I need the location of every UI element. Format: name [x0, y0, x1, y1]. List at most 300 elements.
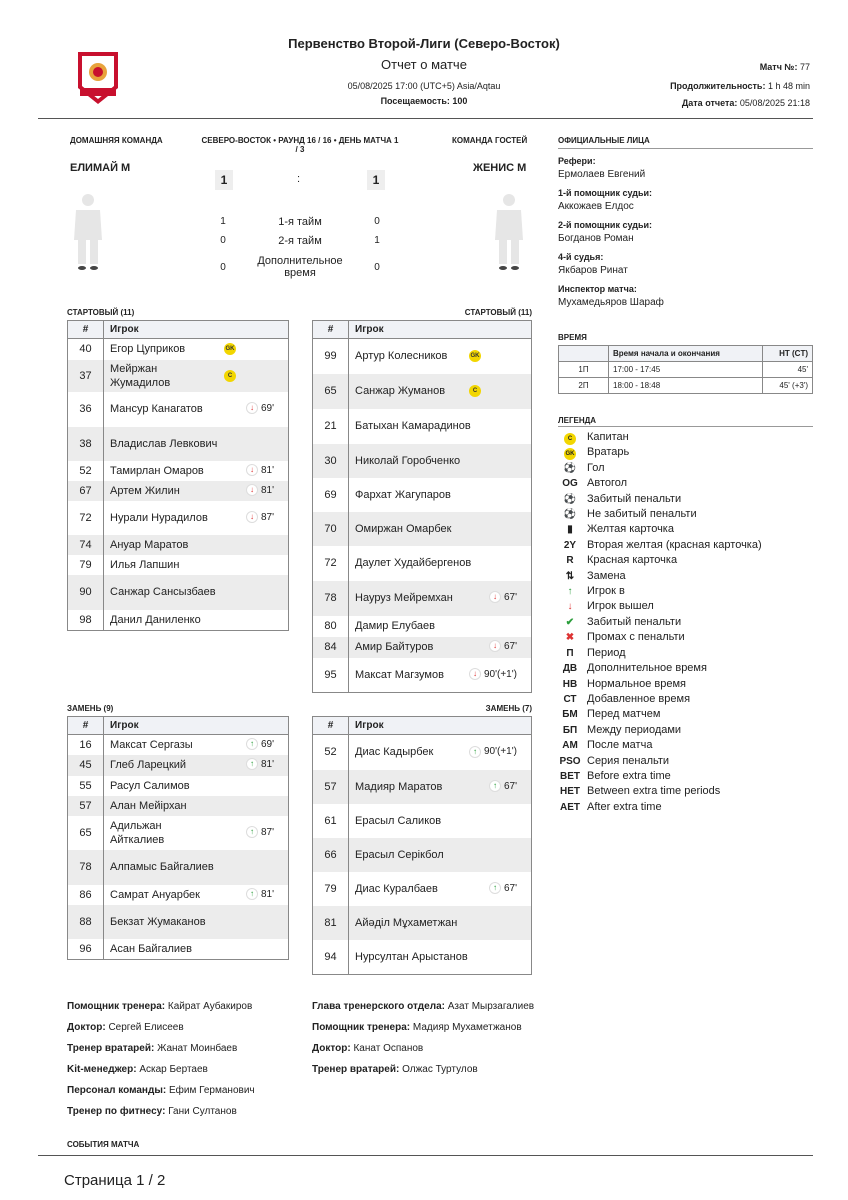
player-number: 40: [68, 339, 104, 360]
official-entry: [558, 220, 813, 244]
player-name: Максат Сергазы: [110, 738, 193, 751]
legend-item: [558, 430, 813, 445]
legend-icon: БМ: [562, 709, 578, 721]
player-name: Владислав Левкович: [110, 437, 218, 450]
staff-entry: [67, 1106, 307, 1117]
player-name: Адильжан Айткалиев: [110, 819, 165, 846]
player-number: 38: [68, 427, 104, 461]
col-number-header: #: [68, 717, 104, 735]
time-table: [558, 345, 813, 394]
player-number: 61: [313, 804, 349, 838]
legend-label: Дополнительное время: [587, 662, 707, 675]
player-cell: [349, 546, 532, 581]
period-row: [200, 231, 400, 250]
player-row: [313, 546, 532, 581]
match-duration: Продолжительность: 1 h 48 min: [670, 81, 810, 91]
legend-item: [558, 630, 813, 645]
staff-name: Мадияр Мухаметжанов: [412, 1022, 522, 1033]
event-minute: 67': [503, 780, 517, 792]
player-number: 55: [68, 776, 104, 796]
time-title: ВРЕМЯ: [558, 333, 587, 342]
player-number: 65: [313, 374, 349, 409]
player-name: Батыхан Камарадинов: [355, 420, 471, 432]
player-row: [68, 776, 289, 796]
player-cell: [104, 755, 289, 776]
legend-list: [558, 430, 813, 815]
col-player-header: Игрок: [349, 321, 532, 339]
time-header: Время начала и окончания: [609, 346, 763, 362]
time-cell: 1П: [559, 362, 609, 378]
player-row: [68, 816, 289, 850]
legend-icon: BET: [560, 770, 580, 782]
sub-in-event: [246, 826, 274, 840]
legend-label: Вратарь: [587, 446, 630, 459]
player-number: 45: [68, 755, 104, 776]
player-number: 81: [313, 906, 349, 940]
legend-icon: HET: [560, 786, 580, 798]
official-entry: [558, 188, 813, 212]
legend-icon: 2Y: [563, 539, 577, 551]
staff-role: Доктор:: [312, 1043, 351, 1054]
player-row: [68, 535, 289, 555]
match-datetime: 05/08/2025 17:00 (UTC+5) Asia/Aqtau: [347, 81, 501, 91]
official-name: Мухамедьяров Шараф: [558, 297, 664, 308]
arrow-down-icon: ↓: [489, 591, 501, 603]
col-player-header: Игрок: [104, 717, 289, 735]
staff-name: Гани Султанов: [168, 1106, 237, 1117]
away-start-table: [312, 320, 532, 693]
arrow-down-icon: ↓: [246, 402, 258, 414]
player-number: 88: [68, 905, 104, 939]
player-number: 95: [313, 658, 349, 693]
period-home: 0: [220, 235, 226, 246]
player-cell: [104, 360, 289, 392]
legend-icon: PSO: [559, 755, 581, 767]
arrow-up-icon: ↑: [489, 882, 501, 894]
player-row: [313, 906, 532, 940]
legend-label: Желтая карточка: [587, 523, 674, 536]
player-name: Диас Кадырбек: [355, 746, 434, 759]
player-number: 84: [313, 637, 349, 658]
player-row: [68, 501, 289, 535]
player-row: [313, 637, 532, 658]
staff-name: Канат Оспанов: [353, 1043, 424, 1054]
player-row: [68, 850, 289, 885]
arrow-down-icon: ↓: [246, 511, 258, 523]
time-cell: 2П: [559, 378, 609, 394]
away-team-label: КОМАНДА ГОСТЕЙ: [452, 136, 528, 145]
player-number: 57: [313, 770, 349, 804]
legend-item: [558, 677, 813, 692]
legend-icon: ✔: [565, 616, 575, 628]
away-score: 1: [367, 170, 385, 190]
player-cell: [104, 610, 289, 631]
staff-entry: [312, 1022, 572, 1033]
player-name: Данил Даниленко: [110, 613, 201, 626]
event-minute: 67': [503, 641, 517, 652]
away-subs-table: [312, 716, 532, 975]
staff-entry: [67, 1064, 307, 1075]
time-header: [559, 346, 609, 362]
legend-label: Добавленное время: [587, 692, 691, 705]
player-cell: [349, 444, 532, 478]
official-entry: [558, 156, 813, 180]
player-number: 78: [313, 581, 349, 616]
player-cell: [349, 478, 532, 512]
sub-out-event: [246, 511, 274, 525]
player-cell: [104, 392, 289, 427]
staff-role: Тренер по фитнесу:: [67, 1106, 166, 1117]
time-header: HT (CT): [762, 346, 812, 362]
sub-out-event: [246, 484, 274, 498]
period-home: 0: [220, 261, 226, 273]
player-number: 21: [313, 409, 349, 444]
legend-label: Между периодами: [587, 723, 682, 736]
home-kit-icon: [70, 192, 106, 279]
report-title: Первенство Второй-Лиги (Северо-Восток): [288, 36, 560, 51]
player-number: 36: [68, 392, 104, 427]
player-cell: [104, 816, 289, 850]
sub-in-event: [246, 738, 274, 752]
sub-out-event: [246, 402, 274, 416]
player-name: Диас Куралбаев: [355, 882, 438, 895]
player-cell: [349, 770, 532, 804]
player-row: [68, 461, 289, 481]
player-number: 67: [68, 481, 104, 501]
player-cell: [349, 735, 532, 770]
player-row: [313, 770, 532, 804]
time-cell: 18:00 - 18:48: [609, 378, 763, 394]
staff-role: Тренер вратарей:: [312, 1064, 400, 1075]
player-name: Алпамыс Байгалиев: [110, 861, 214, 873]
event-minute: 81': [260, 484, 274, 496]
player-cell: [349, 906, 532, 940]
player-row: [313, 512, 532, 546]
player-number: 70: [313, 512, 349, 546]
player-row: [313, 478, 532, 512]
legend-label: Нормальное время: [587, 677, 686, 690]
player-row: [313, 658, 532, 693]
period-label: Дополнительное время: [257, 255, 343, 279]
captain-badge: C: [224, 370, 236, 382]
officials-title: ОФИЦИАЛЬНЫЕ ЛИЦА: [558, 136, 650, 145]
staff-role: Kit-менеджер:: [67, 1064, 137, 1075]
legend-icon: ↑: [567, 586, 573, 598]
staff-name: Жанат Моинбаев: [157, 1043, 238, 1054]
player-number: 94: [313, 940, 349, 975]
legend-icon: C: [564, 433, 576, 445]
player-row: [68, 555, 289, 575]
player-number: 99: [313, 339, 349, 374]
legend-icon: ↓: [567, 601, 573, 613]
arrow-down-icon: ↓: [489, 640, 501, 652]
sub-in-event: [246, 758, 274, 772]
col-number-header: #: [313, 717, 349, 735]
sub-out-event: [489, 640, 517, 654]
player-number: 69: [313, 478, 349, 512]
player-name: Самрат Ануарбек: [110, 888, 200, 901]
legend-label: Забитый пенальти: [587, 492, 682, 505]
legend-label: Забитый пенальти: [587, 615, 682, 628]
sub-out-event: [246, 464, 274, 478]
player-name: Нурали Нурадилов: [110, 511, 208, 524]
player-name: Амир Байтуров: [355, 641, 434, 653]
player-number: 79: [313, 872, 349, 906]
player-name: Ануар Маратов: [110, 538, 189, 551]
player-name: Науруз Мейремхан: [355, 592, 453, 604]
staff-role: Помощник тренера:: [67, 1001, 166, 1012]
player-name: Расул Салимов: [110, 779, 190, 792]
player-number: 65: [68, 816, 104, 850]
legend-item: [558, 661, 813, 676]
legend-item: [558, 569, 813, 584]
player-cell: [349, 637, 532, 658]
sub-in-event: [246, 888, 274, 902]
player-cell: [104, 885, 289, 905]
time-row: [559, 362, 813, 378]
player-cell: [104, 850, 289, 885]
home-subs-table: [67, 716, 289, 960]
player-row: [313, 616, 532, 637]
legend-item: [558, 476, 813, 491]
player-cell: [104, 796, 289, 816]
staff-name: Сергей Елисеев: [108, 1022, 184, 1033]
away-start-title: СТАРТОВЫЙ (11): [464, 308, 532, 317]
player-name: Глеб Ларецкий: [110, 759, 187, 771]
official-role: 1-й помощник судьи:: [558, 188, 653, 198]
player-name: Илья Лапшин: [110, 558, 180, 571]
staff-entry: [67, 1022, 307, 1033]
event-minute: 67': [503, 592, 517, 603]
home-subs-title: ЗАМЕНЬ (9): [67, 704, 114, 713]
legend-icon: АМ: [562, 740, 578, 752]
legend-item: [558, 538, 813, 553]
staff-role: Глава тренерского отдела:: [312, 1001, 445, 1012]
away-staff: [312, 1001, 572, 1085]
legend-item: [558, 507, 813, 522]
legend-label: Before extra time: [587, 769, 671, 782]
player-row: [313, 872, 532, 906]
player-cell: [104, 555, 289, 575]
player-name: Бекзат Жумаканов: [110, 915, 206, 928]
legend-label: После матча: [587, 739, 653, 752]
legend-label: Период: [587, 646, 626, 659]
player-number: 72: [313, 546, 349, 581]
player-name: Артем Жилин: [110, 484, 180, 497]
player-cell: [104, 735, 289, 755]
official-role: 4-й судья:: [558, 252, 604, 262]
legend-label: Игрок вышел: [587, 600, 654, 613]
legend-item: [558, 784, 813, 799]
event-minute: 90'(+1'): [483, 746, 517, 758]
sub-out-event: [489, 591, 517, 605]
away-kit-icon: [491, 192, 527, 279]
player-row: [68, 939, 289, 960]
period-away: 1: [374, 235, 380, 246]
official-entry: [558, 284, 813, 308]
league-logo: [74, 50, 122, 106]
player-cell: [349, 581, 532, 616]
player-number: 37: [68, 360, 104, 392]
legend-icon: ⚽: [563, 462, 577, 474]
player-number: 98: [68, 610, 104, 631]
player-cell: [104, 905, 289, 939]
legend-item: [558, 445, 813, 460]
round-info: СЕВЕРО-ВОСТОК • РАУНД 16 / 16 • ДЕНЬ МАТЧА 1 / 3: [201, 136, 399, 154]
player-row: [68, 905, 289, 939]
player-name: Егор Цуприков: [110, 343, 186, 356]
goalkeeper-badge: GK: [224, 343, 236, 355]
home-staff: [67, 1001, 307, 1127]
sub-out-event: [469, 668, 517, 682]
period-row: [200, 250, 400, 284]
player-cell: [349, 409, 532, 444]
player-number: 80: [313, 616, 349, 637]
legend-icon: ⚽: [563, 509, 577, 521]
player-name: Артур Колесников: [355, 350, 448, 363]
player-name: Айәділ Мұхаметжан: [355, 916, 458, 929]
player-cell: [104, 427, 289, 461]
player-cell: [104, 939, 289, 960]
staff-name: Кайрат Аубакиров: [167, 1001, 253, 1012]
player-row: [68, 885, 289, 905]
player-row: [313, 339, 532, 374]
sub-in-event: [489, 780, 517, 794]
player-name: Фархат Жагупаров: [355, 488, 451, 501]
legend-icon: ⚽: [563, 493, 577, 505]
official-name: Богданов Роман: [558, 233, 634, 244]
player-row: [68, 392, 289, 427]
player-name: Ерасыл Саликов: [355, 814, 442, 827]
player-number: 96: [68, 939, 104, 960]
legend-icon: ДВ: [562, 663, 578, 675]
event-minute: 90'(+1'): [483, 668, 517, 680]
player-cell: [349, 339, 532, 374]
legend-label: Капитан: [587, 431, 629, 443]
player-cell: [349, 658, 532, 693]
legend-label: Between extra time periods: [587, 785, 721, 798]
player-name: Максат Магзумов: [355, 668, 444, 681]
col-player-header: Игрок: [104, 321, 289, 339]
legend-icon: НВ: [562, 678, 578, 690]
event-minute: 69': [260, 403, 274, 414]
player-cell: [104, 535, 289, 555]
player-row: [68, 755, 289, 776]
player-number: 30: [313, 444, 349, 478]
time-cell: 45': [762, 362, 812, 378]
player-number: 16: [68, 735, 104, 755]
legend-icon: AET: [560, 801, 580, 813]
legend-item: [558, 584, 813, 599]
staff-name: Ефим Германович: [168, 1085, 255, 1096]
player-cell: [349, 872, 532, 906]
player-cell: [349, 838, 532, 872]
event-minute: 81': [260, 759, 274, 770]
official-role: Инспектор матча:: [558, 284, 637, 294]
away-team-name: ЖЕНИС М: [473, 162, 527, 174]
col-number-header: #: [68, 321, 104, 339]
player-row: [313, 374, 532, 409]
legend-label: Красная карточка: [587, 554, 678, 567]
period-row: [200, 212, 400, 231]
player-cell: [349, 804, 532, 838]
player-number: 86: [68, 885, 104, 905]
player-row: [313, 409, 532, 444]
legend-item: [558, 461, 813, 476]
away-subs-title: ЗАМЕНЬ (7): [485, 704, 532, 713]
home-team-name: ЕЛИМАЙ М: [70, 162, 131, 174]
player-name: Асан Байгалиев: [110, 942, 192, 955]
report-date: Дата отчета: 05/08/2025 21:18: [681, 98, 810, 108]
player-name: Мейржан Жумадилов: [110, 362, 171, 389]
player-number: 57: [68, 796, 104, 816]
page-number: Страница 1 / 2: [64, 1172, 166, 1189]
legend-item: [558, 738, 813, 753]
player-cell: [349, 512, 532, 546]
home-score: 1: [215, 170, 233, 190]
staff-entry: [312, 1001, 572, 1012]
legend-item: [558, 553, 813, 568]
event-minute: 81': [260, 464, 274, 476]
legend-item: [558, 522, 813, 537]
player-cell: [104, 481, 289, 501]
arrow-up-icon: ↑: [246, 758, 258, 770]
period-away: 0: [374, 261, 380, 273]
legend-label: Автогол: [587, 477, 628, 490]
legend-icon: БП: [562, 724, 578, 736]
player-cell: [104, 339, 289, 360]
event-minute: 87': [260, 826, 274, 838]
arrow-up-icon: ↑: [489, 780, 501, 792]
official-entry: [558, 252, 813, 276]
time-row: [559, 378, 813, 394]
arrow-down-icon: ↓: [246, 464, 258, 476]
legend-label: After extra time: [587, 800, 662, 813]
legend-item: [558, 800, 813, 815]
legend-label: Вторая желтая (красная карточка): [587, 538, 762, 551]
player-number: 78: [68, 850, 104, 885]
official-role: Рефери:: [558, 156, 596, 166]
player-cell: [104, 776, 289, 796]
player-name: Дамир Елубаев: [355, 620, 435, 632]
player-row: [68, 796, 289, 816]
player-row: [313, 838, 532, 872]
legend-icon: СТ: [563, 693, 577, 705]
player-name: Омиржан Омарбек: [355, 522, 452, 535]
home-start-title: СТАРТОВЫЙ (11): [67, 308, 135, 317]
legend-item: [558, 769, 813, 784]
staff-role: Тренер вратарей:: [67, 1043, 155, 1054]
player-name: Даулет Худайбергенов: [355, 557, 472, 569]
legend-icon: ✖: [565, 632, 575, 644]
staff-role: Персонал команды:: [67, 1085, 167, 1096]
player-number: 66: [313, 838, 349, 872]
staff-name: Азат Мырзагалиев: [447, 1001, 535, 1012]
home-team-label: ДОМАШНЯЯ КОМАНДА: [70, 136, 163, 145]
attendance: Посещаемость: 100: [380, 96, 468, 106]
officials-list: [558, 156, 813, 316]
player-number: 52: [313, 735, 349, 770]
player-row: [68, 481, 289, 501]
player-name: Санжар Сансызбаев: [110, 586, 216, 598]
period-label: 2-я тайм: [278, 234, 322, 247]
period-label: 1-я тайм: [278, 215, 322, 228]
legend-icon: П: [566, 647, 574, 659]
staff-entry: [312, 1064, 572, 1075]
event-minute: 81': [260, 888, 274, 900]
legend-item: [558, 754, 813, 769]
time-cell: 45' (+3'): [762, 378, 812, 394]
